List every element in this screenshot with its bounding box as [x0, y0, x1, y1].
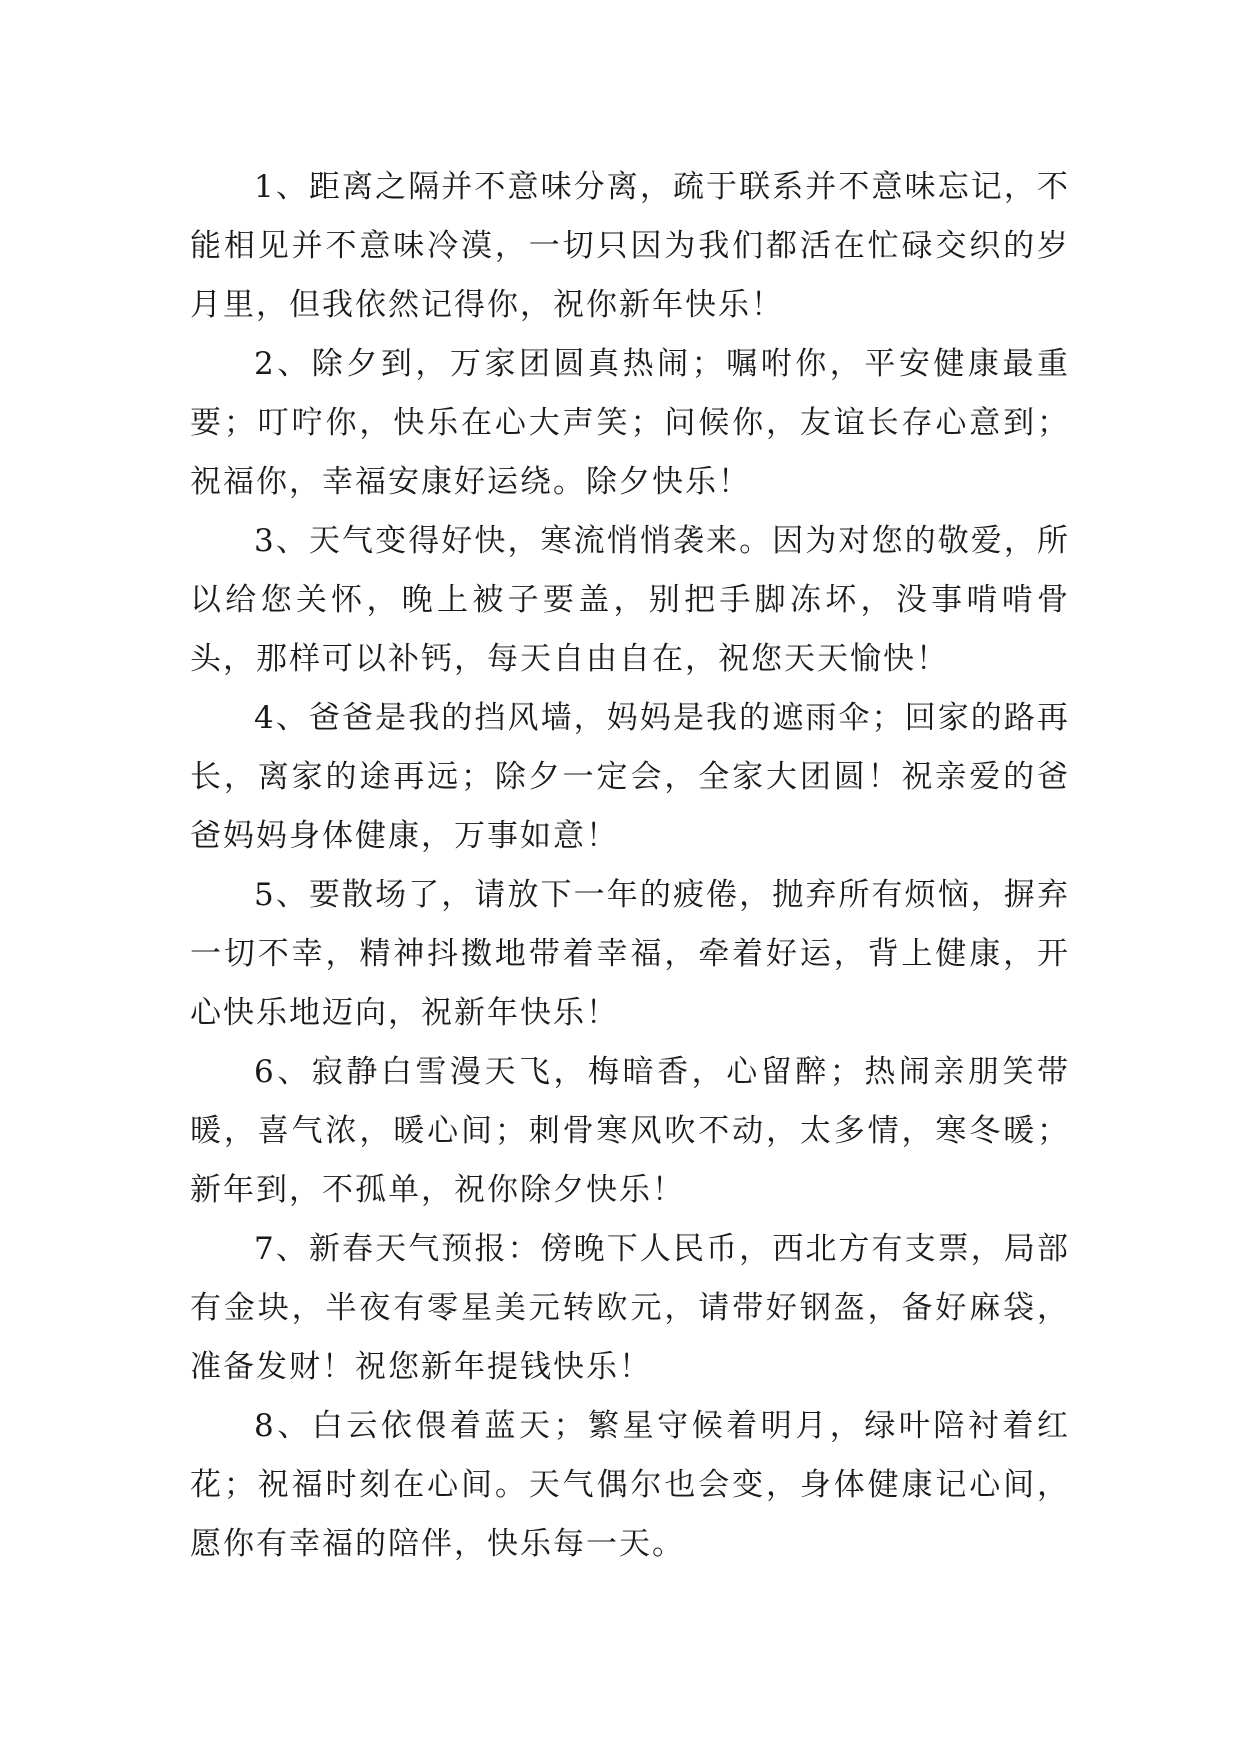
document-body — [190, 158, 1070, 1574]
paragraph-5: 5、要散场了，请放下一年的疲倦，抛弃所有烦恼，摒弃一切不幸，精神抖擞地带着幸福，牵着好运，背上健康，开心快乐地迈向，祝新年快乐！ — [190, 877, 1070, 1031]
paragraph-6: 6、寂静白雪漫天飞，梅暗香，心留醉；热闹亲朋笑带暖，喜气浓，暖心间；刺骨寒风吹不动，太多情，寒冬暖；新年到，不孤单，祝你除夕快乐！ — [190, 1054, 1070, 1208]
paragraph-3: 3、天气变得好快，寒流悄悄袭来。因为对您的敬爱，所以给您关怀，晚上被子要盖，别把手脚冻坏，没事啃啃骨头，那样可以补钙，每天自由自在，祝您天天愉快！ — [190, 523, 1070, 677]
paragraph-8: 8、白云依偎着蓝天；繁星守候着明月，绿叶陪衬着红花；祝福时刻在心间。天气偶尔也会变，身体健康记心间，愿你有幸福的陪伴，快乐每一天。 — [190, 1408, 1070, 1562]
paragraph-2: 2、除夕到，万家团圆真热闹；嘱咐你，平安健康最重要；叮咛你，快乐在心大声笑；问候你，友谊长存心意到；祝福你，幸福安康好运绕。除夕快乐！ — [190, 346, 1070, 500]
paragraph-1: 1、距离之隔并不意味分离，疏于联系并不意味忘记，不能相见并不意味冷漠，一切只因为我们都活在忙碌交织的岁月里，但我依然记得你，祝你新年快乐！ — [190, 169, 1070, 323]
paragraph-4: 4、爸爸是我的挡风墙，妈妈是我的遮雨伞；回家的路再长，离家的途再远；除夕一定会，全家大团圆！祝亲爱的爸爸妈妈身体健康，万事如意！ — [190, 700, 1070, 854]
paragraph-7: 7、新春天气预报：傍晚下人民币，西北方有支票，局部有金块，半夜有零星美元转欧元，请带好钢盔，备好麻袋，准备发财！祝您新年提钱快乐！ — [190, 1231, 1070, 1385]
